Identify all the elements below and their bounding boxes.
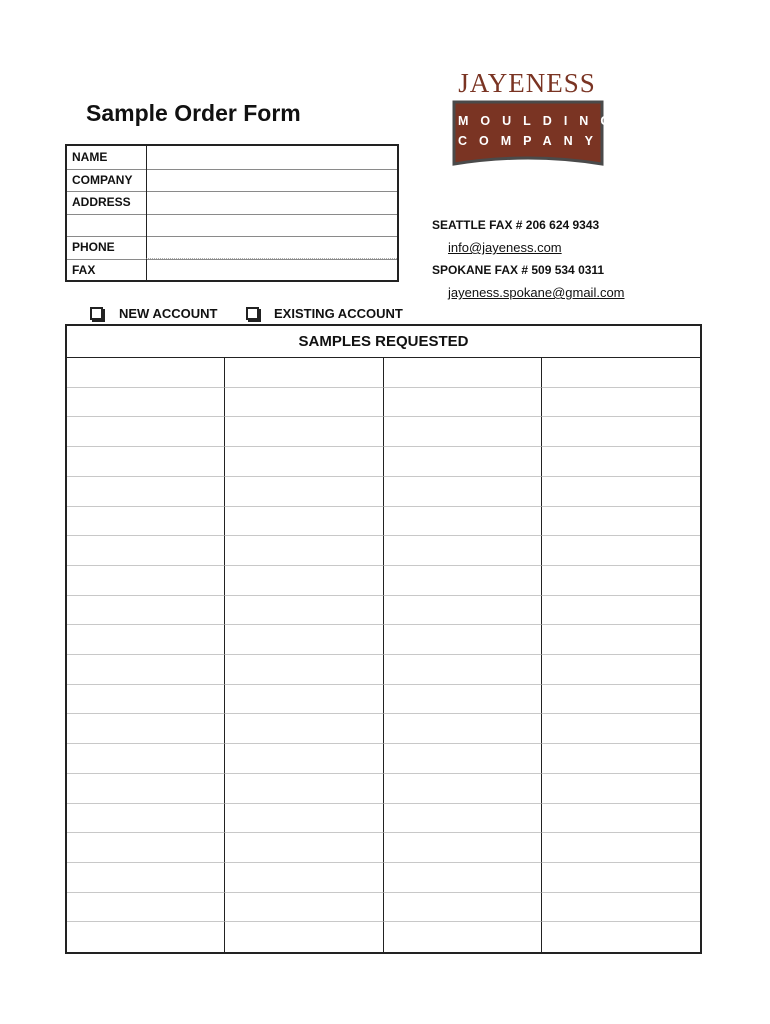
sample-entry-cell[interactable] [384, 596, 542, 626]
spokane-fax: SPOKANE FAX # 509 534 0311 [432, 263, 605, 277]
sample-entry-cell[interactable] [384, 358, 542, 388]
fax-label: FAX [72, 262, 96, 277]
sample-entry-cell[interactable] [67, 566, 225, 596]
sample-entry-cell[interactable] [542, 477, 700, 507]
name-label: NAME [72, 150, 108, 164]
sample-entry-cell[interactable] [542, 625, 700, 655]
company-label: COMPANY [72, 172, 133, 187]
sample-entry-cell[interactable] [384, 833, 542, 863]
sample-entry-cell[interactable] [384, 774, 542, 804]
sample-entry-cell[interactable] [225, 922, 383, 952]
sample-entry-cell[interactable] [225, 804, 383, 834]
sample-entry-cell[interactable] [67, 625, 225, 655]
sample-entry-cell[interactable] [542, 388, 700, 418]
sample-entry-cell[interactable] [542, 417, 700, 447]
sample-entry-cell[interactable] [225, 774, 383, 804]
sample-entry-cell[interactable] [384, 744, 542, 774]
sample-entry-cell[interactable] [67, 774, 225, 804]
sample-entry-cell[interactable] [225, 833, 383, 863]
sample-entry-cell[interactable] [542, 447, 700, 477]
sample-entry-cell[interactable] [225, 447, 383, 477]
sample-entry-cell[interactable] [542, 685, 700, 715]
name-field[interactable] [146, 146, 397, 169]
spokane-email-link[interactable]: jayeness.spokane@gmail.com [448, 285, 625, 300]
fax-field[interactable] [146, 259, 397, 282]
address-row-2 [67, 214, 397, 238]
sample-entry-cell[interactable] [67, 922, 225, 952]
existing-account-checkbox[interactable] [246, 307, 259, 320]
name-row [67, 146, 397, 170]
existing-account-label: EXISTING ACCOUNT [274, 306, 403, 321]
sample-entry-cell[interactable] [542, 566, 700, 596]
logo-line-2: COMPANY [458, 134, 605, 148]
sample-entry-cell[interactable] [67, 447, 225, 477]
address-field[interactable] [146, 191, 397, 214]
sample-entry-cell[interactable] [67, 833, 225, 863]
sample-entry-cell[interactable] [384, 536, 542, 566]
sample-entry-cell[interactable] [67, 596, 225, 626]
phone-label: PHONE [72, 240, 115, 254]
new-account-label: NEW ACCOUNT [119, 306, 218, 321]
sample-entry-cell[interactable] [67, 863, 225, 893]
sample-entry-cell[interactable] [225, 744, 383, 774]
sample-entry-cell[interactable] [225, 477, 383, 507]
sample-entry-cell[interactable] [225, 388, 383, 418]
sample-entry-cell[interactable] [542, 893, 700, 923]
sample-entry-cell[interactable] [542, 922, 700, 952]
logo-wordmark: JAYENESS [458, 68, 596, 98]
sample-entry-cell[interactable] [542, 536, 700, 566]
sample-entry-cell[interactable] [67, 804, 225, 834]
phone-field[interactable] [146, 236, 397, 259]
sample-entry-cell[interactable] [67, 477, 225, 507]
address-row [67, 191, 397, 215]
seattle-email-link[interactable]: info@jayeness.com [448, 240, 562, 255]
sample-entry-cell[interactable] [542, 714, 700, 744]
sample-entry-cell[interactable] [542, 596, 700, 626]
sample-entry-cell[interactable] [384, 477, 542, 507]
sample-entry-cell[interactable] [542, 774, 700, 804]
sample-entry-cell[interactable] [384, 417, 542, 447]
sample-entry-cell[interactable] [542, 655, 700, 685]
sample-entry-cell[interactable] [225, 893, 383, 923]
new-account-checkbox[interactable] [90, 307, 103, 320]
sample-entry-cell[interactable] [67, 744, 225, 774]
company-field[interactable] [146, 169, 397, 192]
samples-heading: SAMPLES REQUESTED [67, 326, 700, 358]
sample-entry-cell[interactable] [384, 655, 542, 685]
sample-entry-cell[interactable] [384, 388, 542, 418]
fax-row [67, 259, 397, 282]
sample-entry-cell[interactable] [384, 714, 542, 744]
sample-entry-cell[interactable] [67, 893, 225, 923]
sample-entry-cell[interactable] [384, 893, 542, 923]
sample-entry-cell[interactable] [225, 507, 383, 537]
sample-entry-cell[interactable] [384, 566, 542, 596]
address-label: ADDRESS [72, 195, 131, 209]
sample-entry-cell[interactable] [542, 833, 700, 863]
sample-entry-cell[interactable] [225, 625, 383, 655]
sample-entry-cell[interactable] [225, 655, 383, 685]
sample-entry-cell[interactable] [67, 655, 225, 685]
sample-entry-cell[interactable] [384, 804, 542, 834]
sample-entry-cell[interactable] [384, 507, 542, 537]
sample-entry-cell[interactable] [225, 863, 383, 893]
sample-entry-cell[interactable] [225, 417, 383, 447]
sample-entry-cell[interactable] [225, 596, 383, 626]
sample-entry-cell[interactable] [225, 536, 383, 566]
sample-entry-cell[interactable] [384, 863, 542, 893]
sample-entry-cell[interactable] [384, 625, 542, 655]
sample-entry-cell[interactable] [225, 358, 383, 388]
sample-entry-cell[interactable] [384, 685, 542, 715]
sample-entry-cell[interactable] [225, 566, 383, 596]
company-logo [446, 68, 623, 172]
sample-entry-cell[interactable] [542, 744, 700, 774]
sample-entry-cell[interactable] [67, 358, 225, 388]
seattle-fax: SEATTLE FAX # 206 624 9343 [432, 218, 600, 232]
page-title: Sample Order Form [86, 100, 301, 126]
phone-row [67, 236, 397, 260]
sample-entry-cell[interactable] [225, 714, 383, 744]
sample-entry-cell[interactable] [542, 804, 700, 834]
sample-entry-cell[interactable] [225, 685, 383, 715]
samples-table [65, 324, 702, 954]
sample-entry-cell[interactable] [384, 447, 542, 477]
sample-entry-cell[interactable] [67, 685, 225, 715]
sample-entry-cell[interactable] [67, 507, 225, 537]
sample-entry-cell[interactable] [542, 507, 700, 537]
sample-entry-cell[interactable] [67, 388, 225, 418]
sample-entry-cell[interactable] [542, 358, 700, 388]
address-field-2[interactable] [146, 214, 397, 237]
sample-entry-cell[interactable] [67, 714, 225, 744]
sample-entry-cell[interactable] [67, 417, 225, 447]
sample-entry-cell[interactable] [384, 922, 542, 952]
sample-entry-cell[interactable] [67, 536, 225, 566]
sample-entry-cell[interactable] [542, 863, 700, 893]
company-row [67, 169, 397, 193]
logo-line-1: MOULDING [458, 114, 623, 128]
samples-grid [67, 358, 700, 952]
contact-info-table [65, 144, 399, 282]
